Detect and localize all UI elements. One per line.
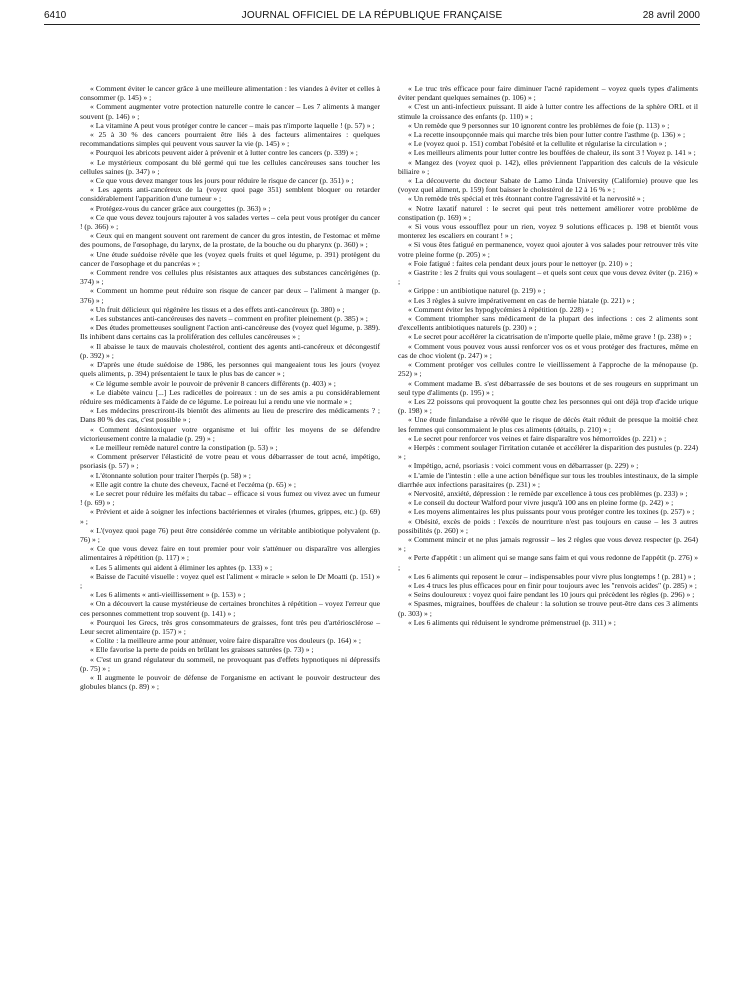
list-item: « Foie fatigué : faites cela pendant deux jours pour le nettoyer (p. 210) » ; xyxy=(408,258,633,268)
list-item: « Pourquoi les abricots peuvent aider à prévenir et à lutter contre les cancers (p. 339) » ; xyxy=(90,148,358,158)
list-item: « Herpès : comment soulager l'irritation cutanée et accélérer la disparition des pustules (p. 224) » ; xyxy=(398,442,698,462)
list-item: « Des études prometteuses soulignent l'action anti-cancéreuse des (voyez quel légume, p. 389). Ils inhibent dans certains cas la prolifération des cellules cancéreuses » ; xyxy=(80,323,380,342)
list-item: « La recette insoupçonnée mais qui marche très bien pour lutter contre l'asthme (p. 136) » ; xyxy=(408,130,686,140)
list-item: « 25 à 30 % des cancers pourraient être liés à des facteurs alimentaires : quelques recommandations simples qui peuvent vous sauver la vie (p. 145) » ; xyxy=(80,130,380,149)
list-item: « Pourquoi les Grecs, très gros consommateurs de graisses, font très peu d'artériosclérose – Leur secret alimentaire (p. 157) » ; xyxy=(80,617,380,636)
list-item: « Comment désintoxiquer votre organisme et lui offrir les moyens de se défendre victorieusement contre la maladie (p. 29) » ; xyxy=(80,424,380,443)
list-item: « Les 4 trucs les plus efficaces pour en finir pour toujours avec les "renvois acides" (p. 285) » ; xyxy=(408,580,697,590)
list-item: « L'(voyez quoi page 76) peut être considérée comme un véritable antibiotique polyvalent (p. 76) » ; xyxy=(80,525,380,544)
list-item: « Ceux qui en mangent souvent ont rarement de cancer du gros intestin, de l'estomac et même des poumons, de l'œsophage, du larynx, de la prostate, de la bouche ou du pharynx (p. 360) » ; xyxy=(80,231,380,250)
list-item: « Comment mincir et ne plus jamais regrossir – les 2 règles que vous devez respecter (p. 264) » ; xyxy=(398,534,698,554)
list-item: « Il augmente le pouvoir de défense de l'organisme en activant le pouvoir destructeur des globules blancs (p. 89) » ; xyxy=(80,673,380,692)
list-item: « Grippe : un antibiotique naturel (p. 219) » ; xyxy=(408,286,546,296)
list-item: « Protégez-vous du cancer grâce aux courgettes (p. 363) » ; xyxy=(90,203,271,213)
list-item: « Le secret pour accélérer la cicatrisation de n'importe quelle plaie, même grave ! (p. 238) » ; xyxy=(408,332,692,342)
list-item: « Ce que vous devez faire en tout premier pour voir s'atténuer ou disparaître vos allergies alimentaires à répétition (p. 117) » ; xyxy=(80,544,380,563)
list-item: « On a découvert la cause mystérieuse de certaines bronchites à répétition – voyez l'erreur que ces personnes commettent trop souvent (p. 141) » ; xyxy=(80,599,380,618)
list-item: « Prévient et aide à soigner les infections bactériennes et virales (rhumes, grippes, etc.) (p. 69) » ; xyxy=(80,507,380,526)
list-item: « Comment éviter le cancer grâce à une meilleure alimentation : les viandes à éviter et celles à consommer (p. 145) » ; xyxy=(80,84,380,103)
list-item: « Les meilleurs aliments pour lutter contre les bouffées de chaleur, ils sont 3 ! Voyez p. 141 » ; xyxy=(408,148,696,158)
list-item: « Une étude suédoise révèle que les (voyez quels fruits et quel légume, p. 391) protègent du cancer de l'œsophage et du pancréas » ; xyxy=(80,249,380,268)
list-item: « Mangez des (voyez quoi p. 142), elles préviennent l'apparition des calculs de la vésicule biliaire » ; xyxy=(398,157,698,176)
list-item: « Le truc très efficace pour faire diminuer l'acné rapidement – voyez quels types d'aliments éviter pendant quelques semaines (p. 106) » ; xyxy=(398,84,698,103)
list-item: « Impétigo, acné, psoriasis : voici comment vous en débarrasser (p. 229) » ; xyxy=(408,461,639,471)
journal-title: JOURNAL OFFICIEL DE LA RÉPUBLIQUE FRANÇAISE xyxy=(241,10,503,21)
header-rule xyxy=(44,24,700,25)
list-item: « Il abaisse le taux de mauvais cholestérol, contient des agents anti-cancéreux et décongestif (p. 392) » ; xyxy=(80,341,380,360)
list-item: « Notre laxatif naturel : le secret qui peut très nettement améliorer votre problème de constipation (p. 169) » ; xyxy=(398,203,698,222)
list-item: « La vitamine A peut vous protéger contre le cancer – mais pas n'importe laquelle ! (p. 57) » ; xyxy=(90,120,375,130)
list-item: « Si vous êtes fatigué en permanence, voyez quoi ajouter à vos salades pour retrouver très vite votre pleine forme (p. 205) » ; xyxy=(398,240,698,259)
list-item: « Un fruit délicieux qui régénère les tissus et a des effets anti-cancéreux (p. 380) » ; xyxy=(90,304,345,314)
list-item: « Ce légume semble avoir le pouvoir de prévenir 8 cancers différents (p. 403) » ; xyxy=(90,378,336,388)
list-item: « Comment un homme peut réduire son risque de cancer par deux – l'aliment à manger (p. 376) » ; xyxy=(80,286,380,305)
list-item: « Les 3 règles à suivre impérativement en cas de hernie hiatale (p. 221) » ; xyxy=(408,295,635,305)
list-item: « Les 5 aliments qui aident à éliminer les aphtes (p. 133) » ; xyxy=(90,562,273,572)
issue-date: 28 avril 2000 xyxy=(642,10,700,21)
list-item: « Comment rendre vos cellules plus résistantes aux attaques des substances cancérigènes (p. 374) » ; xyxy=(80,268,380,287)
list-item: « Le diabète vaincu [...] Les radicelles de poireaux : un de ses amis a pu considérablement réduire ses médicaments à l'aide de ce légume. Le poireau lui a rendu une vie normale » ; xyxy=(80,387,380,406)
right-column xyxy=(398,84,698,986)
list-item: « Spasmes, migraines, bouffées de chaleur : la solution se trouve peut-être dans ces 3 aliments (p. 303) » ; xyxy=(398,599,698,618)
list-item: « Comment protéger vos cellules contre le vieillissement à l'approche de la ménopause (p. 252) » ; xyxy=(398,360,698,379)
list-item: « Les moyens alimentaires les plus puissants pour vous protéger contre les toxines (p. 257) » ; xyxy=(408,507,695,517)
list-item: « Comment augmenter votre protection naturelle contre le cancer – Les 7 aliments à manger souvent (p. 146) » ; xyxy=(80,102,380,121)
list-item: « Seins douloureux : voyez quoi faire pendant les 10 jours qui précèdent les règles (p. 296) » ; xyxy=(408,590,695,600)
list-item: « Le conseil du docteur Walford pour vivre jusqu'à 100 ans en pleine forme (p. 242) » ; xyxy=(408,498,674,508)
list-item: « Comment éviter les hypoglycémies à répétition (p. 228) » ; xyxy=(408,304,594,314)
list-item: « Le secret pour réduire les méfaits du tabac – efficace si vous fumez ou vivez avec un fumeur ! (p. 69) » ; xyxy=(80,488,380,508)
list-item: « Une étude finlandaise a révélé que le risque de décès était réduit de presque la moitié chez les femmes qui consommaient le plus ces aliments (détails, p. 210) » ; xyxy=(398,415,698,434)
list-item: « Les 6 aliments « anti-vieillissement » (p. 153) » ; xyxy=(90,590,246,600)
list-item: « Elle favorise la perte de poids en brûlant les graisses saturées (p. 73) » ; xyxy=(90,645,314,655)
list-item: « Le meilleur remède naturel contre la constipation (p. 53) » ; xyxy=(90,442,278,452)
text-columns xyxy=(80,84,698,986)
list-item: « Un remède que 9 personnes sur 10 ignorent contre les problèmes de foie (p. 113) » ; xyxy=(408,120,670,130)
list-item: « Si vous vous essoufflez pour un rien, voyez 9 solutions efficaces p. 198 et bientôt vous monterez les escaliers en courant ! » ; xyxy=(398,222,698,241)
list-item: « Comment madame B. s'est débarrassée de ses boutons et de ses rougeurs en supprimant un seul type d'aliments (p. 195) » ; xyxy=(398,378,698,397)
list-item: « Ce que vous devez toujours rajouter à vos salades vertes – cela peut vous protéger du cancer ! (p. 366) » ; xyxy=(80,212,380,232)
list-item: « Elle agit contre la chute des cheveux, l'acné et l'eczéma (p. 65) » ; xyxy=(90,479,296,489)
list-item: « Comment triompher sans médicament de la plupart des infections : ces 2 aliments sont d'excellents antibiotiques naturels (p. 230) » ; xyxy=(398,314,698,333)
list-item: « Le secret pour renforcer vos veines et faire disparaître vos hémorroïdes (p. 221) » ; xyxy=(408,433,667,443)
list-item: « Les 6 aliments qui reposent le cœur – indispensables pour vivre plus longtemps ! (p. 281) » ; xyxy=(408,571,696,581)
list-item: « D'après une étude suédoise de 1986, les personnes qui mangeaient tous les jours (voyez quels aliments, p. 394) présentaient le taux le plus bas de cancer » ; xyxy=(80,360,380,379)
list-item: « Comment préserver l'élasticité de votre peau et vous débarrasser de tout acné, impétigo, psoriasis (p. 57) » ; xyxy=(80,452,380,471)
list-item: « Ce que vous devez manger tous les jours pour réduire le risque de cancer (p. 351) » ; xyxy=(90,176,354,186)
page-number: 6410 xyxy=(44,10,67,21)
list-item: « Obésité, excès de poids : l'excès de nourriture n'est pas toujours en cause – les 3 autres possibilités (p. 260) » ; xyxy=(398,516,698,535)
list-item: « Les médecins prescriront-ils bientôt des aliments au lieu de prescrire des médicaments ? ; Dans 80 % des cas, c'est possible » ; xyxy=(80,406,380,425)
list-item: « L'amie de l'intestin : elle a une action bénéfique sur tous les troubles intestinaux, de la simple diarrhée aux infections parasitaires (p. 231) » ; xyxy=(398,470,698,489)
list-item: « Les agents anti-cancéreux de la (voyez quoi page 351) semblent bloquer ou retarder considérablement l'apparition d'une tumeur » ; xyxy=(80,185,380,204)
list-item: « L'étonnante solution pour traiter l'herpès (p. 58) » ; xyxy=(90,470,251,480)
list-item: « Les 6 aliments qui réduisent le syndrome prémenstruel (p. 311) » ; xyxy=(408,617,616,627)
list-item: « Un remède très spécial et très étonnant contre l'agressivité et la nervosité » ; xyxy=(408,194,645,204)
left-column xyxy=(80,84,380,986)
list-item: « Gastrite : les 2 fruits qui vous soulagent – et quels sont ceux que vous devez éviter (p. 216) » ; xyxy=(398,268,698,287)
list-item: « Colite : la meilleure arme pour atténuer, voire faire disparaître vos douleurs (p. 164) » ; xyxy=(90,636,362,646)
list-item: « Les 22 poissons qui provoquent la goutte chez les personnes qui ont déjà trop d'acide urique (p. 198) » ; xyxy=(398,396,698,416)
page-header xyxy=(44,8,700,24)
list-item: « La découverte du docteur Sabate de Lamo Linda University (Californie) prouve que les (voyez quel aliment, p. 159) font baisser le cholestérol de 12 à 16 % » ; xyxy=(398,176,698,195)
list-item: « Nervosité, anxiété, dépression : le remède par excellence à tous ces problèmes (p. 233) » ; xyxy=(408,488,688,498)
list-item: « Les substances anti-cancéreuses des navets – comment en profiter pleinement (p. 385) » ; xyxy=(90,314,368,324)
list-item: « C'est un anti-infectieux puissant. Il aide à lutter contre les affections de la sphère ORL et il stimule la croissance des enfants (p. 110) » ; xyxy=(398,102,698,121)
list-item: « C'est un grand régulateur du sommeil, ne provoquant pas d'effets hypnotiques ni dépressifs (p. 75) » ; xyxy=(80,654,380,673)
list-item: « Comment vous pouvez vous aussi renforcer vos os et vous protéger des fractures, même en cas de choc violent (p. 247) » ; xyxy=(398,341,698,360)
list-item: « Perte d'appétit : un aliment qui se mange sans faim et qui vous redonne de l'appétit (p. 276) » ; xyxy=(398,553,698,572)
list-item: « Le (voyez quoi p. 151) combat l'obésité et la cellulite et régularise la circulation » ; xyxy=(408,139,667,149)
list-item: « Le mystérieux composant du blé germé qui tue les cellules cancéreuses sans toucher les cellules saines (p. 347) » ; xyxy=(80,157,380,176)
list-item: « Baisse de l'acuité visuelle : voyez quel est l'aliment « miracle » selon le Dr Moatti (p. 151) » ; xyxy=(80,571,380,590)
